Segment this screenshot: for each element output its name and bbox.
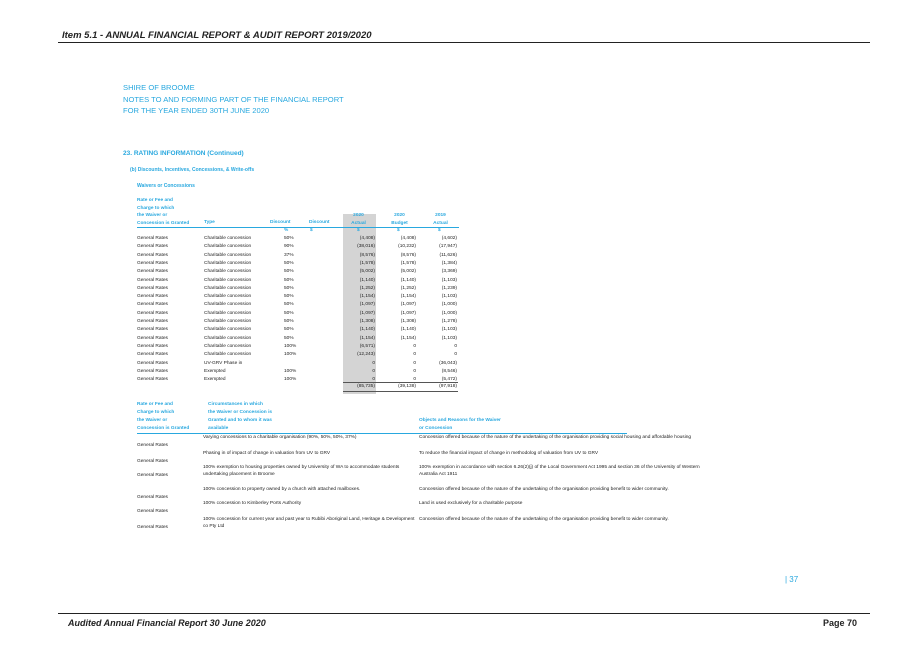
discount-pct-cell: 50% <box>284 302 294 308</box>
footer-title: Audited Annual Financial Report 30 June 2020 <box>68 618 266 628</box>
budget-2020-cell: (10,232) <box>398 244 416 250</box>
discount-pct-cell: 50% <box>284 327 294 333</box>
waiver-objects-cell: To reduce the financial impact of change in methodolog of valuation from UV to GRV <box>419 451 599 456</box>
page-number-small: | 37 <box>785 575 799 584</box>
waiver-objects-cell: 100% exemption in accordance with section 6.26(2)(j) of the Local Government Act 1995 and section 36 of the University of Western Australia Act 1911 <box>419 465 700 477</box>
footer-page-number: Page 70 <box>823 618 858 628</box>
waiver-fee-cell: General Rates <box>137 525 168 530</box>
waiver-circumstances-cell: 100% concession for current year and past year to Rubibi Aboriginal Land, Heritage & Development co Pty Ltd <box>203 517 415 529</box>
totals-underline <box>343 391 458 392</box>
waiver-fee-cell: General Rates <box>137 509 168 514</box>
actual-2020-cell: (1,097) <box>359 310 375 316</box>
table1-2020-actual-header: 2020 Actual <box>351 213 366 226</box>
rate-type-cell: General Rates <box>137 310 168 316</box>
actual-2020-cell: (4,408) <box>359 236 375 241</box>
actual-2019-cell: 0 <box>454 352 457 358</box>
discount-pct-cell: 100% <box>284 368 297 374</box>
actual-2019-cell: (1,384) <box>441 260 457 266</box>
section-subtitle: (b) Discounts, Incentives, Concessions, & Write-offs <box>130 167 255 173</box>
waiver-fee-cell: General Rates <box>137 459 168 464</box>
waiver-objects-cell: Land is used exclusively for a charitable purpose <box>419 501 523 506</box>
actual-2019-cell: (36,043) <box>439 360 457 366</box>
actual-2020-cell: (1,154) <box>359 335 375 341</box>
discount-pct-cell: 50% <box>284 277 294 283</box>
table2-header-rule <box>137 433 627 434</box>
actual-2020-cell: (38,016) <box>357 244 375 250</box>
total-2019-actual: (97,918) <box>439 384 457 389</box>
concession-type-cell: UV-GRV Phase in <box>204 360 243 366</box>
concession-type-cell: Charitable concession <box>204 269 252 275</box>
unit-dollar: $ <box>310 228 313 233</box>
actual-2020-cell: (1,578) <box>359 260 375 266</box>
total-2020-actual: (85,735) <box>357 384 375 389</box>
unit-dollar: $ <box>357 228 360 233</box>
budget-2020-cell: (1,578) <box>400 260 416 266</box>
actual-2019-cell: (4,602) <box>441 236 457 241</box>
shire-name: SHIRE OF BROOME <box>123 83 195 92</box>
discount-pct-cell: 50% <box>284 236 294 241</box>
table2-circumstances-header: Circumstances in which the Waiver or Concession is Granted and to whom it was available <box>208 402 273 431</box>
actual-2019-cell: (1,103) <box>441 277 457 283</box>
concession-type-cell: Charitable concession <box>204 302 252 308</box>
rate-type-cell: General Rates <box>137 277 168 283</box>
actual-2020-cell: (1,308) <box>359 319 375 324</box>
concession-type-cell: Charitable concession <box>204 244 252 250</box>
rate-type-cell: General Rates <box>137 319 168 324</box>
table1-type-header: Type <box>204 219 215 225</box>
table2-fee-header: Rate or Fee and Charge to which the Waiver or Concession is Granted <box>137 402 190 431</box>
rate-type-cell: General Rates <box>137 360 168 366</box>
waivers-heading: Waivers or Concessions <box>137 183 195 189</box>
concession-type-cell: Charitable concession <box>204 236 252 241</box>
actual-2019-cell: (1,103) <box>441 294 457 300</box>
concession-type-cell: Charitable concession <box>204 327 252 333</box>
rate-type-cell: General Rates <box>137 343 168 349</box>
rate-type-cell: General Rates <box>137 335 168 341</box>
section-title: 23. RATING INFORMATION (Continued) <box>123 150 244 157</box>
rate-type-cell: General Rates <box>137 260 168 266</box>
total-2020-budget: (39,138) <box>398 384 416 389</box>
actual-2020-cell: (8,576) <box>359 252 375 258</box>
concession-type-cell: Charitable concession <box>204 335 252 341</box>
concession-type-cell: Charitable concession <box>204 343 252 349</box>
waiver-objects-cell: Concession offered because of the nature of the undertaking of the organisation providing benefit to wider community. <box>419 487 669 492</box>
budget-2020-cell: (1,140) <box>400 327 416 333</box>
actual-2019-cell: (5,472) <box>441 377 457 383</box>
discount-pct-cell: 100% <box>284 352 297 358</box>
actual-2020-cell: 0 <box>372 360 375 366</box>
discount-pct-cell: 90% <box>284 244 294 250</box>
unit-dollar: $ <box>438 228 441 233</box>
report-header-title: Item 5.1 - ANNUAL FINANCIAL REPORT & AUDIT REPORT 2019/2020 <box>62 30 372 41</box>
waiver-circumstances-cell: 100% exemption to housing properties owned by University of WA to accommodate students undertaking placement in Broome <box>203 465 400 477</box>
discount-pct-cell: 50% <box>284 260 294 266</box>
budget-2020-cell: (5,002) <box>400 269 416 275</box>
discount-pct-cell: 50% <box>284 294 294 300</box>
footer-rule <box>58 613 870 614</box>
waiver-circumstances-cell: Varying concessions to a charitable organisation (90%, 50%, 50%, 37%) <box>203 435 357 440</box>
actual-2020-cell: 0 <box>372 368 375 374</box>
actual-2020-cell: (1,140) <box>359 327 375 333</box>
discount-pct-cell: 50% <box>284 319 294 324</box>
budget-2020-cell: 0 <box>413 368 416 374</box>
actual-2019-cell: (3,369) <box>441 269 457 275</box>
actual-2020-cell: (5,002) <box>359 269 375 275</box>
rate-type-cell: General Rates <box>137 244 168 250</box>
concession-type-cell: Charitable concession <box>204 352 252 358</box>
actual-2020-cell: (1,154) <box>359 294 375 300</box>
waiver-circumstances-cell: 100% concession to property owned by a church with attached mailboxes. <box>203 487 361 492</box>
rate-type-cell: General Rates <box>137 302 168 308</box>
actual-2020-cell: (1,252) <box>359 285 375 291</box>
table2-objects-header: Objects and Reasons for the Waiver or Concession <box>419 418 501 431</box>
actual-2019-cell: (11,626) <box>439 252 457 258</box>
concession-type-cell: Charitable concession <box>204 277 252 283</box>
concession-type-cell: Exempted <box>204 377 226 383</box>
discount-pct-cell: 37% <box>284 252 294 258</box>
budget-2020-cell: (1,154) <box>400 294 416 300</box>
budget-2020-cell: (1,252) <box>400 285 416 291</box>
actual-2019-cell: 0 <box>454 343 457 349</box>
discount-pct-cell: 50% <box>284 269 294 275</box>
budget-2020-cell: (1,154) <box>400 335 416 341</box>
concession-type-cell: Charitable concession <box>204 285 252 291</box>
discount-pct-cell: 50% <box>284 310 294 316</box>
table1-2019-actual-header: 2019 Actual <box>433 213 448 226</box>
table1-discount-pct-header: Discount <box>270 219 291 225</box>
waiver-circumstances-cell: Phasing in of impact of change in valuation from UV to GRV <box>203 451 331 456</box>
actual-2020-cell: (6,571) <box>359 343 375 349</box>
concession-type-cell: Charitable concession <box>204 319 252 324</box>
actual-2019-cell: (1,239) <box>441 285 457 291</box>
budget-2020-cell: (8,576) <box>400 252 416 258</box>
concession-type-cell: Charitable concession <box>204 310 252 316</box>
budget-2020-cell: (1,140) <box>400 277 416 283</box>
actual-2020-cell: (1,097) <box>359 302 375 308</box>
notes-title: NOTES TO AND FORMING PART OF THE FINANCIAL REPORT <box>123 94 344 104</box>
actual-2019-cell: (1,278) <box>441 319 457 324</box>
budget-2020-cell: 0 <box>413 343 416 349</box>
discount-pct-cell: 50% <box>284 285 294 291</box>
concession-type-cell: Exempted <box>204 368 226 374</box>
waiver-circumstances-cell: 100% concession to Kimberley Ports Authority <box>203 501 302 506</box>
table1-fee-header: Rate or Fee and Charge to which the Waiver or Concession is Granted <box>137 198 190 226</box>
header-rule <box>58 42 870 43</box>
budget-2020-cell: (4,408) <box>400 236 416 241</box>
rate-type-cell: General Rates <box>137 294 168 300</box>
actual-2019-cell: (1,000) <box>441 302 457 308</box>
discount-pct-cell: 50% <box>284 335 294 341</box>
totals-rule <box>343 382 458 383</box>
rate-type-cell: General Rates <box>137 269 168 275</box>
concession-type-cell: Charitable concession <box>204 260 252 266</box>
table1-discount-amt-header: Discount <box>309 219 330 225</box>
rate-type-cell: General Rates <box>137 377 168 383</box>
discount-pct-cell: 100% <box>284 377 297 383</box>
actual-2019-cell: (8,546) <box>441 368 457 374</box>
rate-type-cell: General Rates <box>137 368 168 374</box>
budget-2020-cell: (1,097) <box>400 302 416 308</box>
table1-2020-budget-header: 2020 Budget <box>391 213 408 226</box>
waiver-fee-cell: General Rates <box>137 473 168 478</box>
rate-type-cell: General Rates <box>137 236 168 241</box>
budget-2020-cell: 0 <box>413 377 416 383</box>
budget-2020-cell: 0 <box>413 352 416 358</box>
actual-2019-cell: (1,103) <box>441 327 457 333</box>
concession-type-cell: Charitable concession <box>204 252 252 258</box>
actual-2020-cell: 0 <box>372 377 375 383</box>
actual-2020-cell: (12,243) <box>357 352 375 358</box>
unit-pct: % <box>284 228 289 233</box>
waiver-fee-cell: General Rates <box>137 495 168 500</box>
actual-2019-cell: (1,103) <box>441 335 457 341</box>
rate-type-cell: General Rates <box>137 285 168 291</box>
actual-2020-cell: (1,140) <box>359 277 375 283</box>
discount-pct-cell: 100% <box>284 343 297 349</box>
actual-2019-cell: (1,000) <box>441 310 457 316</box>
budget-2020-cell: (1,097) <box>400 310 416 316</box>
rate-type-cell: General Rates <box>137 327 168 333</box>
shire-title-block <box>123 82 344 117</box>
budget-2020-cell: 0 <box>413 360 416 366</box>
rate-type-cell: General Rates <box>137 252 168 258</box>
unit-dollar: $ <box>397 228 400 233</box>
rate-type-cell: General Rates <box>137 352 168 358</box>
year-ended: FOR THE YEAR ENDED 30TH JUNE 2020 <box>123 106 270 115</box>
concession-type-cell: Charitable concession <box>204 294 252 300</box>
waiver-objects-cell: Concession offered because of the nature of the undertaking of the organisation providing benefit to wider community. <box>419 517 669 522</box>
actual-2019-cell: (17,947) <box>439 244 457 250</box>
budget-2020-cell: (1,308) <box>400 319 416 324</box>
waiver-fee-cell: General Rates <box>137 443 168 448</box>
waiver-objects-cell: Concession offered because of the nature of the undertaking of the organisation providing social housing and affordable housing <box>419 435 692 440</box>
table1-header-rule <box>137 227 459 228</box>
